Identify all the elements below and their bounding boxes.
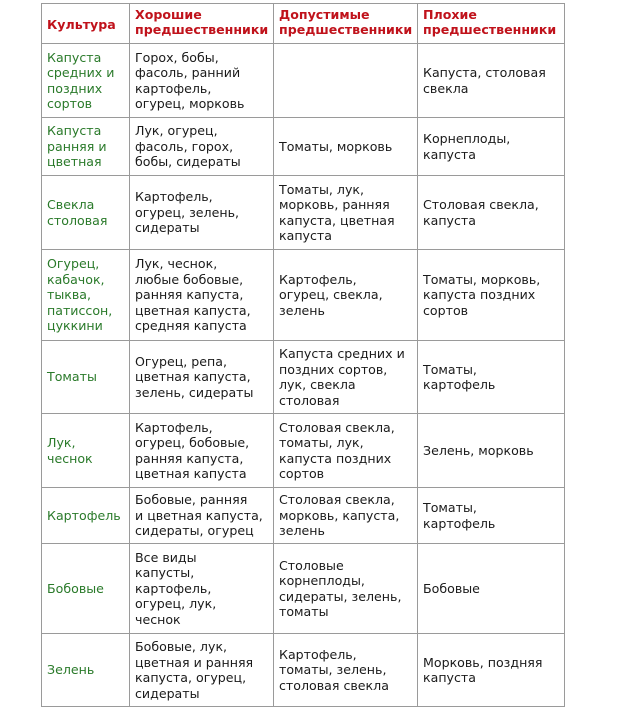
- acceptable-predecessors: Капуста средних и поздних сортов, лук, свекла столовая: [274, 341, 418, 414]
- good-predecessors: Картофель, огурец, зелень, сидераты: [130, 176, 274, 250]
- crop-rotation-table: [41, 3, 565, 707]
- table-row: [42, 44, 565, 118]
- good-predecessors: Картофель, огурец, бобовые, ранняя капуста, цветная капуста: [130, 414, 274, 488]
- table-row: [42, 488, 565, 544]
- crop-name: Капуста средних и поздних сортов: [42, 44, 130, 118]
- crop-name: Капуста ранняя и цветная: [42, 118, 130, 176]
- crop-name: Огурец, кабачок, тыква, патиссон, цуккини: [42, 250, 130, 341]
- header-culture: Культура: [42, 4, 130, 44]
- table-row: [42, 341, 565, 414]
- table-row: [42, 544, 565, 634]
- table-row: [42, 414, 565, 488]
- bad-predecessors: Томаты, картофель: [418, 341, 565, 414]
- bad-predecessors: Капуста, столовая свекла: [418, 44, 565, 118]
- good-predecessors: Бобовые, лук, цветная и ранняя капуста, огурец, сидераты: [130, 634, 274, 707]
- crop-rotation-table-container: [41, 3, 564, 707]
- header-bad-predecessors: Плохие предшественники: [418, 4, 565, 44]
- header-row: [42, 4, 565, 44]
- good-predecessors: Лук, чеснок, любые бобовые, ранняя капуста, цветная капуста, средняя капуста: [130, 250, 274, 341]
- bad-predecessors: Томаты, морковь, капуста поздних сортов: [418, 250, 565, 341]
- bad-predecessors: Корнеплоды, капуста: [418, 118, 565, 176]
- table-row: [42, 118, 565, 176]
- good-predecessors: Огурец, репа, цветная капуста, зелень, сидераты: [130, 341, 274, 414]
- bad-predecessors: Зелень, морковь: [418, 414, 565, 488]
- crop-name: Томаты: [42, 341, 130, 414]
- bad-predecessors: Морковь, поздняя капуста: [418, 634, 565, 707]
- acceptable-predecessors: Столовая свекла, морковь, капуста, зелень: [274, 488, 418, 544]
- acceptable-predecessors: Томаты, лук, морковь, ранняя капуста, цветная капуста: [274, 176, 418, 250]
- table-row: [42, 634, 565, 707]
- good-predecessors: Бобовые, ранняя и цветная капуста, сидераты, огурец: [130, 488, 274, 544]
- header-acceptable-predecessors: Допустимые предшественники: [274, 4, 418, 44]
- acceptable-predecessors: Картофель, томаты, зелень, столовая свекла: [274, 634, 418, 707]
- acceptable-predecessors: Томаты, морковь: [274, 118, 418, 176]
- crop-name: Картофель: [42, 488, 130, 544]
- crop-name: Лук, чеснок: [42, 414, 130, 488]
- table-row: [42, 250, 565, 341]
- table-row: [42, 176, 565, 250]
- good-predecessors: Все виды капусты, картофель, огурец, лук, чеснок: [130, 544, 274, 634]
- acceptable-predecessors: [274, 44, 418, 118]
- header-good-predecessors: Хорошие предшественники: [130, 4, 274, 44]
- good-predecessors: Лук, огурец, фасоль, горох, бобы, сидераты: [130, 118, 274, 176]
- bad-predecessors: Столовая свекла, капуста: [418, 176, 565, 250]
- bad-predecessors: Томаты, картофель: [418, 488, 565, 544]
- crop-name: Зелень: [42, 634, 130, 707]
- good-predecessors: Горох, бобы, фасоль, ранний картофель, огурец, морковь: [130, 44, 274, 118]
- acceptable-predecessors: Столовая свекла, томаты, лук, капуста поздних сортов: [274, 414, 418, 488]
- crop-name: Бобовые: [42, 544, 130, 634]
- bad-predecessors: Бобовые: [418, 544, 565, 634]
- acceptable-predecessors: Столовые корнеплоды, сидераты, зелень, томаты: [274, 544, 418, 634]
- acceptable-predecessors: Картофель, огурец, свекла, зелень: [274, 250, 418, 341]
- crop-name: Свекла столовая: [42, 176, 130, 250]
